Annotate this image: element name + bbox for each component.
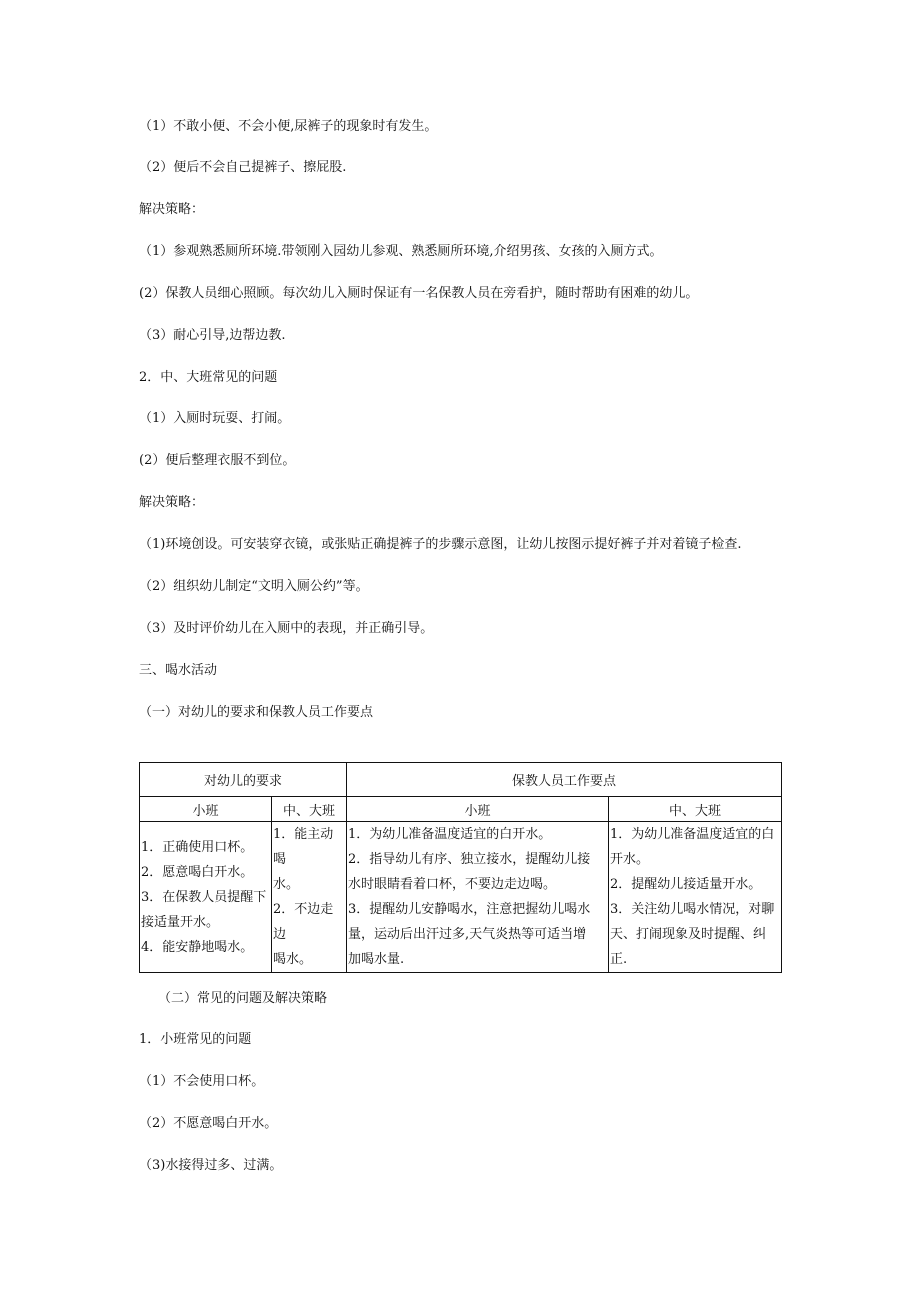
cell-line: 量，运动后出汗过多,天气炎热等可适当增 — [348, 927, 587, 942]
cell-line: 1．正确使用口杯。 — [141, 839, 254, 855]
cell-staff-small — [347, 822, 609, 973]
section-heading-small-problems: 1．小班常见的问题 — [139, 1032, 252, 1047]
paragraph-midlarge-problem-2: (2）便后整理衣服不到位。 — [139, 453, 296, 468]
table-header-row — [140, 763, 782, 797]
paragraph-strategy-3: （3）耐心引导,边帮边教. — [139, 328, 286, 343]
table-row — [140, 822, 782, 973]
paragraph-problem-2: （2）便后不会自己提裤子、擦屁股. — [139, 160, 347, 175]
cell-children-midlarge — [272, 822, 347, 973]
paragraph-strategy-1: （1）参观熟悉厕所环境.带领刚入园幼儿参观、熟悉厕所环境,介绍男孩、女孩的入厕方式。 — [139, 244, 663, 259]
drinking-requirements-table — [139, 762, 782, 973]
paragraph-small-problem-3: （3)水接得过多、过满。 — [139, 1158, 283, 1173]
paragraph-midlarge-strategy-3: （3）及时评价幼儿在入厕中的表现，并正确引导。 — [139, 621, 434, 636]
cell-line: 加喝水量. — [348, 952, 405, 967]
paragraph-small-problem-2: （2）不愿意喝白开水。 — [139, 1116, 278, 1131]
cell-line: 喝水。 — [273, 952, 313, 967]
subheader-children-midlarge: 中、大班 — [272, 797, 347, 822]
cell-line: 3．在保教人员提醒下 — [141, 889, 267, 905]
subsection-heading-problems-strategies: （二）常见的问题及解决策略 — [158, 991, 328, 1006]
cell-line: 接适量开水。 — [141, 914, 220, 930]
paragraph-midlarge-problem-1: （1）入厕时玩耍、打闹。 — [139, 411, 291, 426]
paragraph-small-problem-1: （1）不会使用口杯。 — [139, 1074, 265, 1089]
section-heading-drinking: 三、喝水活动 — [139, 663, 218, 678]
cell-line: 3．关注幼儿喝水情况，对聊 — [610, 902, 775, 917]
cell-children-small — [140, 822, 272, 973]
subheader-children-small: 小班 — [140, 797, 272, 822]
cell-line: 1．能主动喝 — [273, 827, 334, 867]
cell-line: 开水。 — [610, 852, 650, 867]
cell-line: 2．指导幼儿有序、独立接水，提醒幼儿接 — [348, 852, 591, 867]
subheader-staff-midlarge: 中、大班 — [609, 797, 782, 822]
cell-line: 水时眼睛看着口杯，不要边走边喝。 — [348, 877, 557, 892]
table-subheader-row — [140, 797, 782, 822]
paragraph-strategy-2: (2）保教人员细心照顾。每次幼儿入厕时保证有一名保教人员在旁看护，随时帮助有困难的幼儿。 — [139, 286, 699, 301]
subheader-staff-small: 小班 — [347, 797, 609, 822]
paragraph-midlarge-strategy-1: （1)环境创设。可安装穿衣镜，或张贴正确提裤子的步骤示意图，让幼儿按图示提好裤子并对着镜子检查. — [139, 537, 742, 552]
header-staff-points: 保教人员工作要点 — [347, 763, 782, 797]
cell-line: 4．能安静地喝水。 — [141, 939, 254, 955]
cell-staff-midlarge — [609, 822, 782, 973]
cell-line: 正. — [610, 952, 628, 967]
header-children-requirements: 对幼儿的要求 — [140, 763, 347, 797]
paragraph-strategy-heading-2: 解决策略： — [139, 495, 205, 510]
section-heading-midlarge-problems: 2．中、大班常见的问题 — [139, 370, 278, 385]
cell-line: 3．提醒幼儿安静喝水，注意把握幼儿喝水 — [348, 902, 591, 917]
cell-line: 天、打闹现象及时提醒、纠 — [610, 927, 767, 942]
cell-line: 水。 — [273, 877, 300, 892]
paragraph-problem-1: （1）不敢小便、不会小便,尿裤子的现象时有发生。 — [139, 119, 438, 134]
cell-line: 2．不边走边 — [273, 902, 334, 942]
subsection-heading-requirements: （一）对幼儿的要求和保教人员工作要点 — [139, 705, 374, 720]
paragraph-strategy-heading: 解决策略： — [139, 202, 205, 217]
cell-line: 2．提醒幼儿接适量开水。 — [610, 877, 762, 892]
cell-line: 1．为幼儿准备温度适宜的白开水。 — [348, 827, 552, 842]
paragraph-midlarge-strategy-2: （2）组织幼儿制定“文明入厕公约”等。 — [139, 579, 369, 594]
cell-line: 1．为幼儿准备温度适宜的白 — [610, 827, 775, 842]
cell-line: 2．愿意喝白开水。 — [141, 864, 254, 880]
